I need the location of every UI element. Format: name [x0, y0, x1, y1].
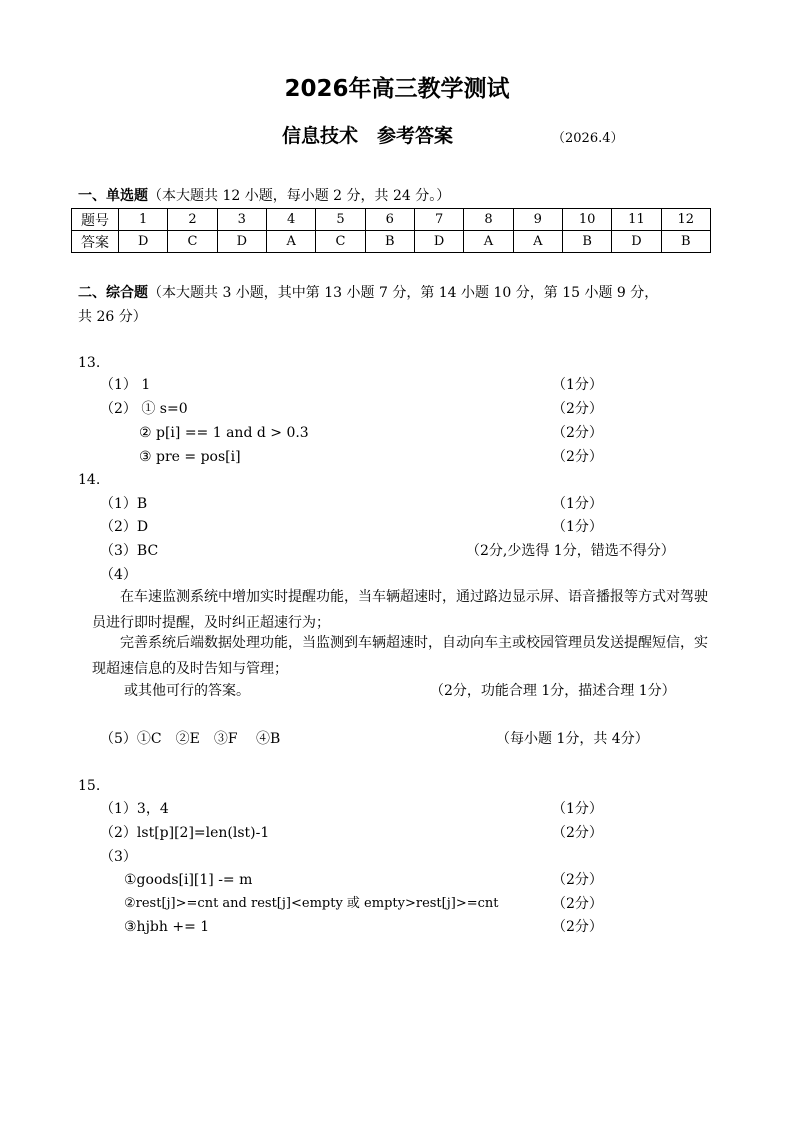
question-cell: 4	[266, 209, 315, 231]
question-cell: 8	[464, 209, 513, 231]
q14-part5: （5）①C ②E ③F ④B	[100, 731, 281, 747]
q14-line-2: （2）D	[100, 519, 149, 535]
answer-cell: C	[316, 231, 365, 253]
question-number-row	[72, 209, 711, 231]
section2-heading	[78, 286, 658, 300]
q14-answer-paragraph-2	[92, 630, 712, 682]
answer-cell: A	[266, 231, 315, 253]
q14-para3: 或其他可行的答案。	[124, 683, 250, 699]
question-cell: 1	[119, 209, 168, 231]
q14-score-2: （1分）	[552, 519, 603, 535]
question-cell: 10	[562, 209, 611, 231]
answer-cell: B	[661, 231, 710, 253]
answer-cell: D	[612, 231, 661, 253]
q15-line-5: ②rest[j]>=cnt and rest[j]<empty 或 empty>rest[j]>=cnt	[124, 896, 499, 911]
row-header-question: 题号	[72, 209, 119, 231]
answer-cell: D	[217, 231, 266, 253]
question-cell: 7	[414, 209, 463, 231]
question-cell: 5	[316, 209, 365, 231]
q14-score-3: （2分,少选得 1分，错选不得分）	[466, 543, 675, 559]
row-header-answer: 答案	[72, 231, 119, 253]
question-cell: 12	[661, 209, 710, 231]
question-cell: 9	[513, 209, 562, 231]
answer-table	[71, 208, 711, 253]
page-title: 2026年高三教学测试	[284, 76, 510, 102]
q14-para3-score: （2分，功能合理 1分，描述合理 1分）	[430, 683, 676, 699]
q15-line-2: （2）lst[p][2]=len(lst)-1	[100, 825, 270, 841]
section1-label: 一、单选题	[78, 188, 148, 204]
q15-line-6: ③hjbh += 1	[124, 919, 210, 935]
q13-line-2: （2） ① s=0	[100, 401, 188, 417]
answer-cell: B	[562, 231, 611, 253]
answer-cell: A	[513, 231, 562, 253]
q15-line-1: （1）3，4	[100, 801, 169, 817]
page-subtitle: 信息技术 参考答案	[282, 125, 454, 147]
section2-desc-line1: （本大题共 3 小题，其中第 13 小题 7 分，第 14 小题 10 分，第 15 小题 9 分，	[148, 285, 659, 301]
q15-score-2: （2分）	[552, 825, 603, 841]
q14-line-3: （3）BC	[100, 543, 159, 559]
answer-cell: D	[119, 231, 168, 253]
q15-score-1: （1分）	[552, 801, 603, 817]
q14-part4-label: （4）	[100, 567, 137, 583]
q15-score-4: （2分）	[552, 872, 603, 888]
question-cell: 11	[612, 209, 661, 231]
q15-number: 15.	[78, 778, 101, 794]
q13-line-4: ③ pre = pos[i]	[139, 449, 241, 465]
q14-line-1: （1）B	[100, 496, 148, 512]
q13-score-3: （2分）	[552, 425, 603, 441]
section1-heading	[78, 189, 450, 203]
q15-score-5: （2分）	[552, 896, 603, 912]
q14-para1-text: 在车速监测系统中增加实时提醒功能，当车辆超速时，通过路边显示屏、语音播报等方式对驾驶员进行即时提醒，及时纠正超速行为；	[92, 589, 708, 631]
q14-answer-paragraph-1	[92, 584, 712, 636]
q13-score-4: （2分）	[552, 449, 603, 465]
question-cell: 2	[168, 209, 217, 231]
q15-line-3: （3）	[100, 849, 137, 865]
answer-cell: B	[365, 231, 414, 253]
section1-desc: （本大题共 12 小题，每小题 2 分，共 24 分。）	[148, 188, 451, 204]
q13-score-1: （1分）	[552, 377, 603, 393]
q13-score-2: （2分）	[552, 401, 603, 417]
q13-line-1: （1） 1	[100, 377, 151, 393]
q14-para2-text: 完善系统后端数据处理功能，当监测到车辆超速时，自动向车主或校园管理员发送提醒短信，实现超速信息的及时告知与管理；	[92, 635, 708, 677]
q13-number: 13.	[78, 355, 101, 371]
q15-score-6: （2分）	[552, 919, 603, 935]
answer-cell: D	[414, 231, 463, 253]
section2-desc-line2: 共 26 分）	[78, 309, 147, 325]
section2-label: 二、综合题	[78, 285, 148, 301]
q15-line-4: ①goods[i][1] -= m	[124, 872, 253, 888]
answer-row	[72, 231, 711, 253]
q14-number: 14.	[78, 472, 101, 488]
q13-line-3: ② p[i] == 1 and d > 0.3	[139, 425, 309, 441]
answer-cell: A	[464, 231, 513, 253]
q14-part5-score: （每小题 1分，共 4分）	[496, 731, 649, 747]
answer-cell: C	[168, 231, 217, 253]
q14-score-1: （1分）	[552, 496, 603, 512]
question-cell: 3	[217, 209, 266, 231]
question-cell: 6	[365, 209, 414, 231]
exam-date: （2026.4）	[552, 131, 624, 146]
